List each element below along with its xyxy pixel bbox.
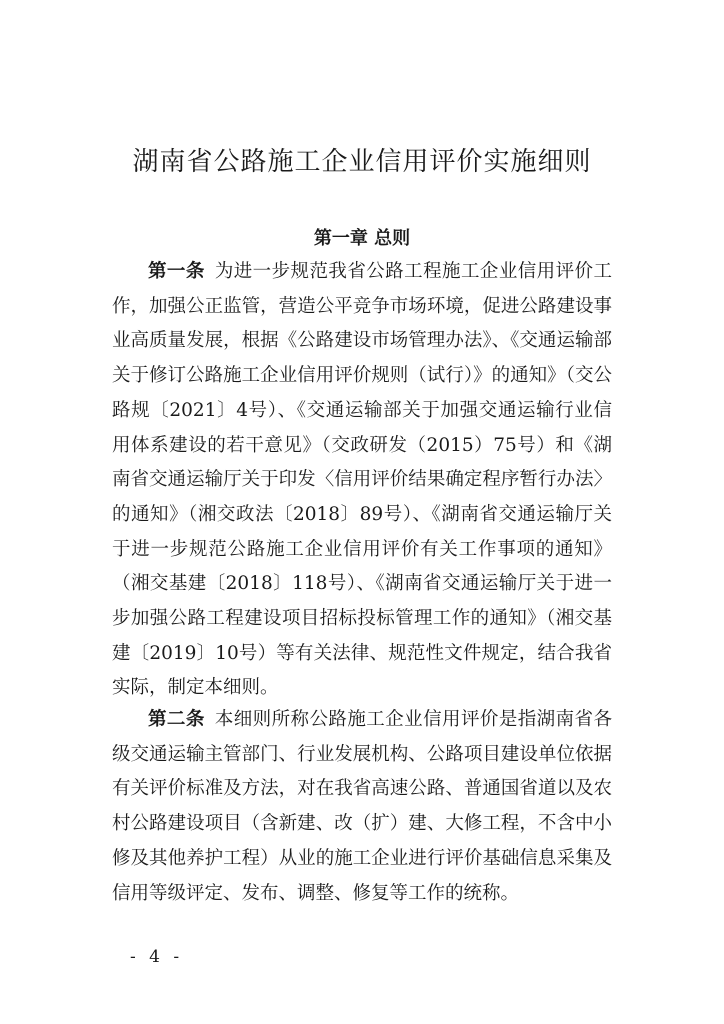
article-text: 为进一步规范我省公路工程施工企业信用评价工作，加强公正监管，营造公平竞争市场环境，促进公路建设事业高质量发展，根据《公路建设市场管理办法》、《交通运输部关于修订公路施工企业信用评价规则（试行）》的通知》（交公路规〔2021〕4号）、《交通运输部关于加强交通运输行业信用体系建设的若干意见》（交政研发（2015）75号）和《湖南省交通运输厅关于印发〈信用评价结果确定程序暂行办法〉的通知》（湘交政法〔2018〕89号）、《湖南省交通运输厅关于进一步规范公路施工企业信用评价有关工作事项的通知》（湘交基建〔2018〕118号）、《湖南省交通运输厅关于进一步加强公路工程建设项目招标投标管理工作的通知》（湘交基建〔2019〕10号）等有关法律、规范性文件规定，结合我省实际，制定本细则。 bbox=[112, 261, 612, 699]
article-text: 本细则所称公路施工企业信用评价是指湖南省各级交通运输主管部门、行业发展机构、公路项目建设单位依据有关评价标准及方法，对在我省高速公路、普通国省道以及农村公路建设项目（含新建、改（扩）建、大修工程，不含中小修及其他养护工程）从业的施工企业进行评价基础信息采集及信用等级评定、发布、调整、修复等工作的统称。 bbox=[112, 709, 612, 904]
article-paragraph bbox=[112, 255, 612, 706]
article-label: 第二条 bbox=[148, 709, 205, 730]
page-number: - 4 - bbox=[130, 947, 184, 967]
chapter-title: 第一章 总则 bbox=[313, 228, 411, 249]
article-paragraph bbox=[112, 703, 612, 911]
document-title: 湖南省公路施工企业信用评价实施细则 bbox=[132, 147, 592, 177]
article-label: 第一条 bbox=[148, 261, 205, 282]
